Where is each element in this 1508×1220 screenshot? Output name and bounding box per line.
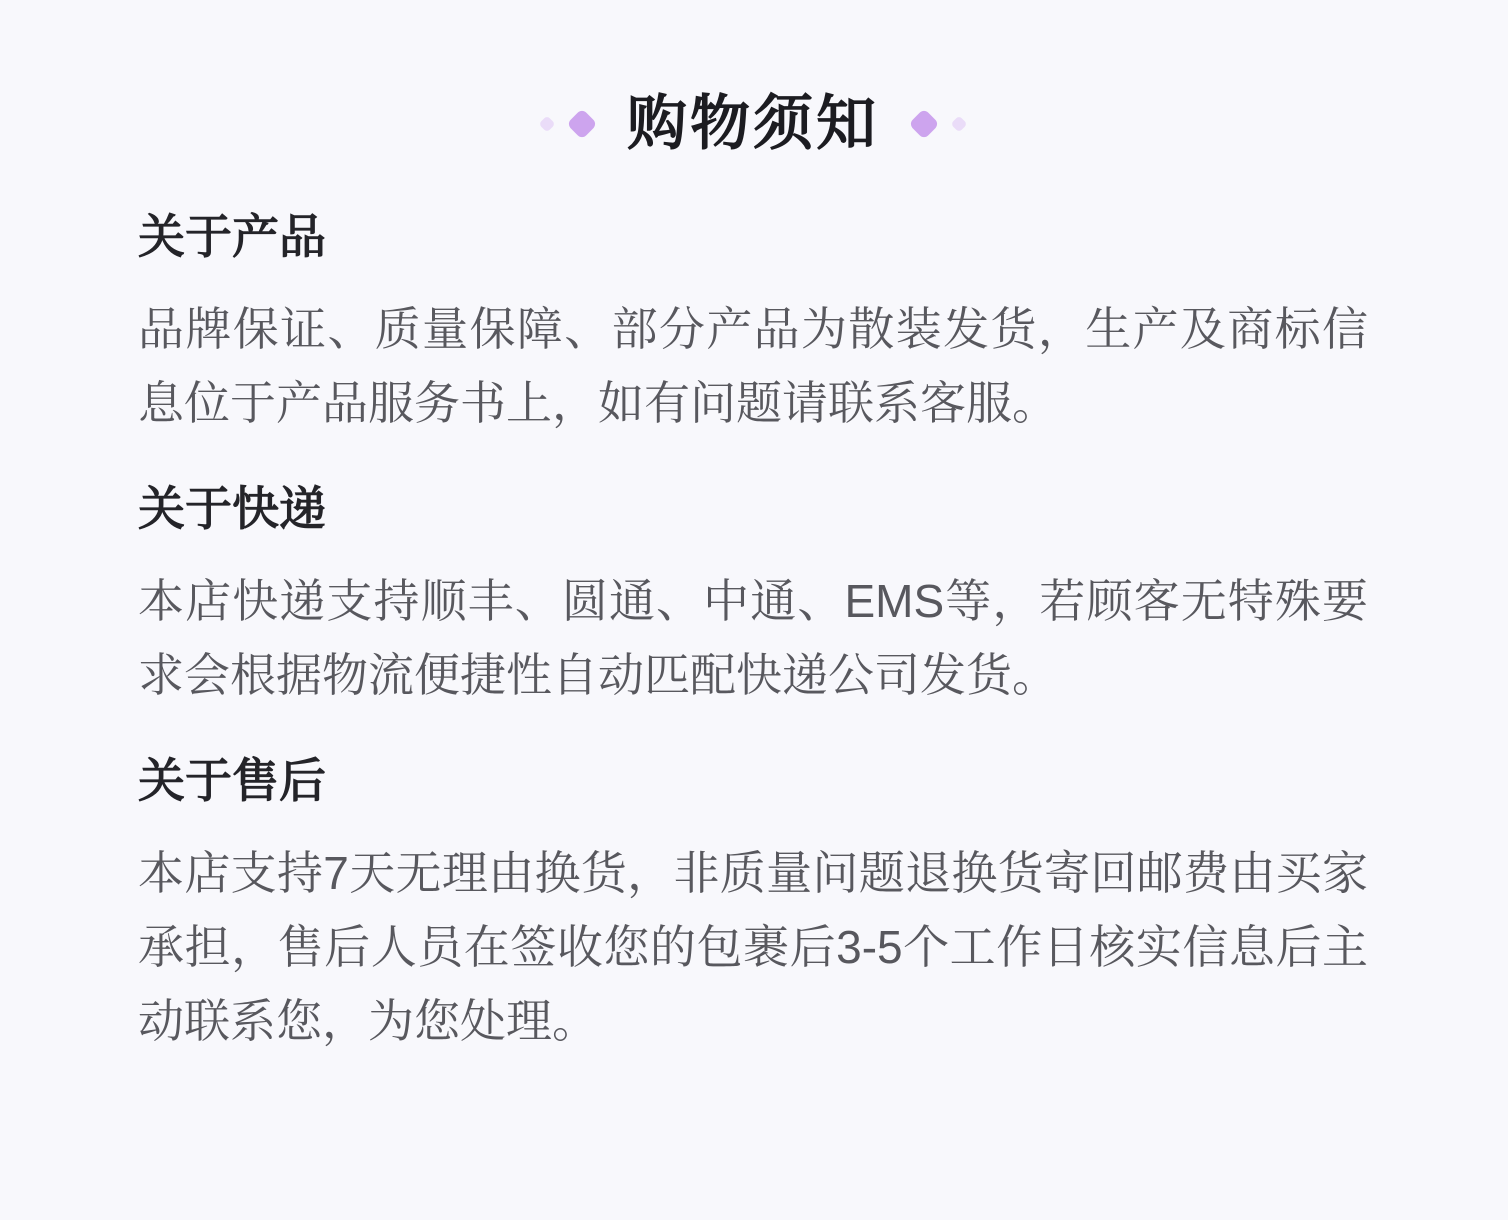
section-heading: 关于产品 — [138, 210, 326, 263]
page-title: 购物须知 — [627, 90, 879, 157]
section-body: 本店支持7天无理由换货，非质量问题退换货寄回邮费由买家承担，售后人员在签收您的包裹后3-5个工作日核实信息后主动联系您，为您处理。 — [138, 847, 1368, 1047]
section-heading: 关于快递 — [138, 482, 326, 535]
section-heading: 关于售后 — [138, 754, 326, 807]
diamond-small-right-icon — [951, 116, 968, 133]
diamond-large-right-icon — [908, 108, 939, 139]
section-body: 本店快递支持顺丰、圆通、中通、EMS等，若顾客无特殊要求会根据物流便捷性自动匹配快递公司发货。 — [138, 575, 1368, 701]
diamond-small-left-icon — [539, 116, 556, 133]
section-about-aftersales — [138, 752, 1368, 1058]
section-body: 品牌保证、质量保障、部分产品为散装发货，生产及商标信息位于产品服务书上，如有问题请联系客服。 — [138, 303, 1368, 429]
section-about-shipping — [138, 480, 1368, 712]
section-about-product — [138, 208, 1368, 440]
page-header — [138, 86, 1368, 162]
diamond-large-left-icon — [566, 108, 597, 139]
